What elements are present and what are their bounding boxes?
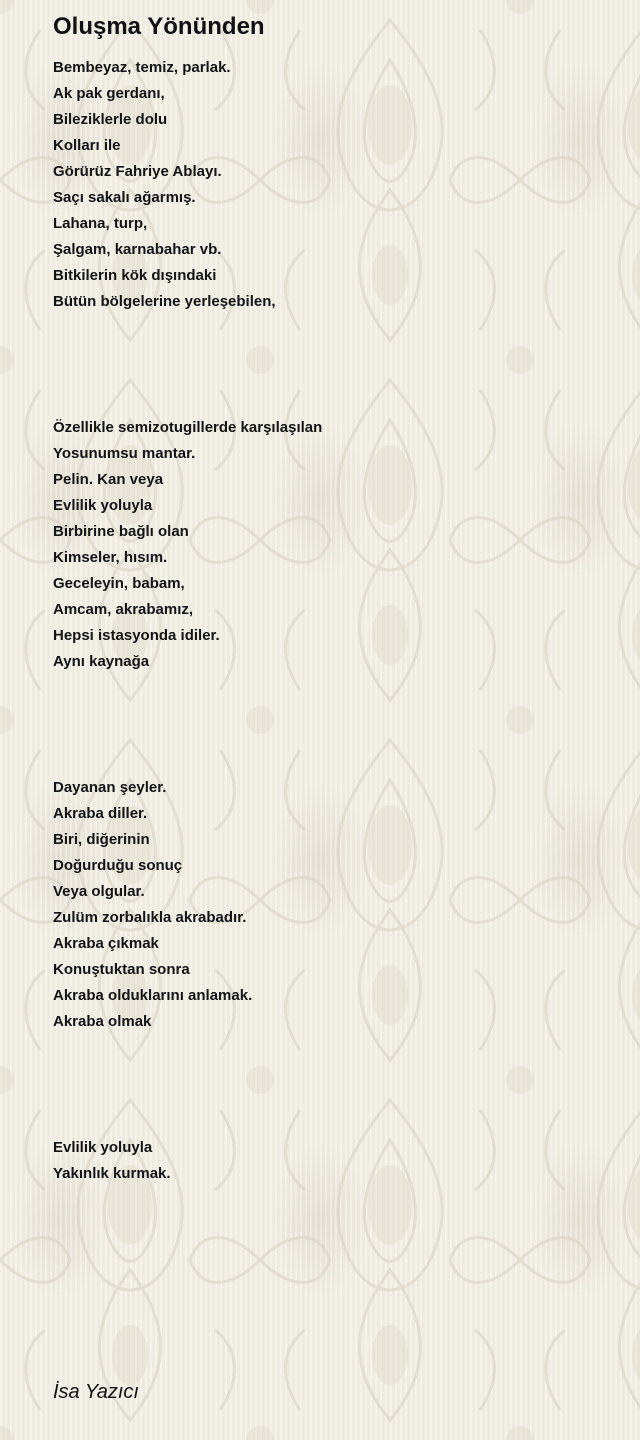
stanza bbox=[53, 775, 623, 1035]
poem-line: Amcam, akrabamız, bbox=[53, 601, 194, 618]
poem-line: Özellikle semizotugillerde karşılaşılan bbox=[53, 419, 323, 436]
poem-line: Geceleyin, babam, bbox=[53, 575, 185, 592]
poem-line: Aynı kaynağa bbox=[53, 653, 150, 670]
poem-line: Biri, diğerinin bbox=[53, 831, 150, 848]
poem-line: Akraba diller. bbox=[53, 805, 148, 822]
poem-line: Hepsi istasyonda idiler. bbox=[53, 627, 220, 644]
poem-title: Oluşma Yönünden bbox=[53, 13, 265, 40]
poem-line: Evlilik yoluyla bbox=[53, 1139, 153, 1156]
poem-line: Görürüz Fahriye Ablayı. bbox=[53, 163, 222, 180]
poem-line: Veya olgular. bbox=[53, 883, 145, 900]
poem-line: Lahana, turp, bbox=[53, 215, 148, 232]
poem-line: Zulüm zorbalıkla akrabadır. bbox=[53, 909, 247, 926]
poem-line: Bileziklerle dolu bbox=[53, 111, 168, 128]
poem-container bbox=[53, 10, 623, 1187]
poem-line: Ak pak gerdanı, bbox=[53, 85, 165, 102]
poem-line: Dayanan şeyler. bbox=[53, 779, 167, 796]
poem-line: Akraba olmak bbox=[53, 1013, 152, 1030]
poem-line: Birbirine bağlı olan bbox=[53, 523, 189, 540]
poem-line: Bembeyaz, temiz, parlak. bbox=[53, 59, 231, 76]
poem-line: Pelin. Kan veya bbox=[53, 471, 164, 488]
poem-author: İsa Yazıcı bbox=[53, 1381, 139, 1403]
poem-line: Bitkilerin kök dışındaki bbox=[53, 267, 217, 284]
stanza bbox=[53, 1135, 623, 1187]
poem-line: Akraba çıkmak bbox=[53, 935, 159, 952]
poem-line: Yosunumsu mantar. bbox=[53, 445, 196, 462]
stanza bbox=[53, 55, 623, 315]
poem-line: Bütün bölgelerine yerleşebilen, bbox=[53, 293, 276, 310]
poem-line: Saçı sakalı ağarmış. bbox=[53, 189, 196, 206]
poem-line: Doğurduğu sonuç bbox=[53, 857, 183, 874]
poem-line: Yakınlık kurmak. bbox=[53, 1165, 171, 1182]
poem-line: Evlilik yoluyla bbox=[53, 497, 153, 514]
poem-line: Kolları ile bbox=[53, 137, 121, 154]
poem-line: Kimseler, hısım. bbox=[53, 549, 168, 566]
poem-line: Akraba olduklarını anlamak. bbox=[53, 987, 253, 1004]
poem-line: Şalgam, karnabahar vb. bbox=[53, 241, 222, 258]
poem-body bbox=[53, 55, 623, 1187]
stanza bbox=[53, 415, 623, 675]
poem-line: Konuştuktan sonra bbox=[53, 961, 190, 978]
